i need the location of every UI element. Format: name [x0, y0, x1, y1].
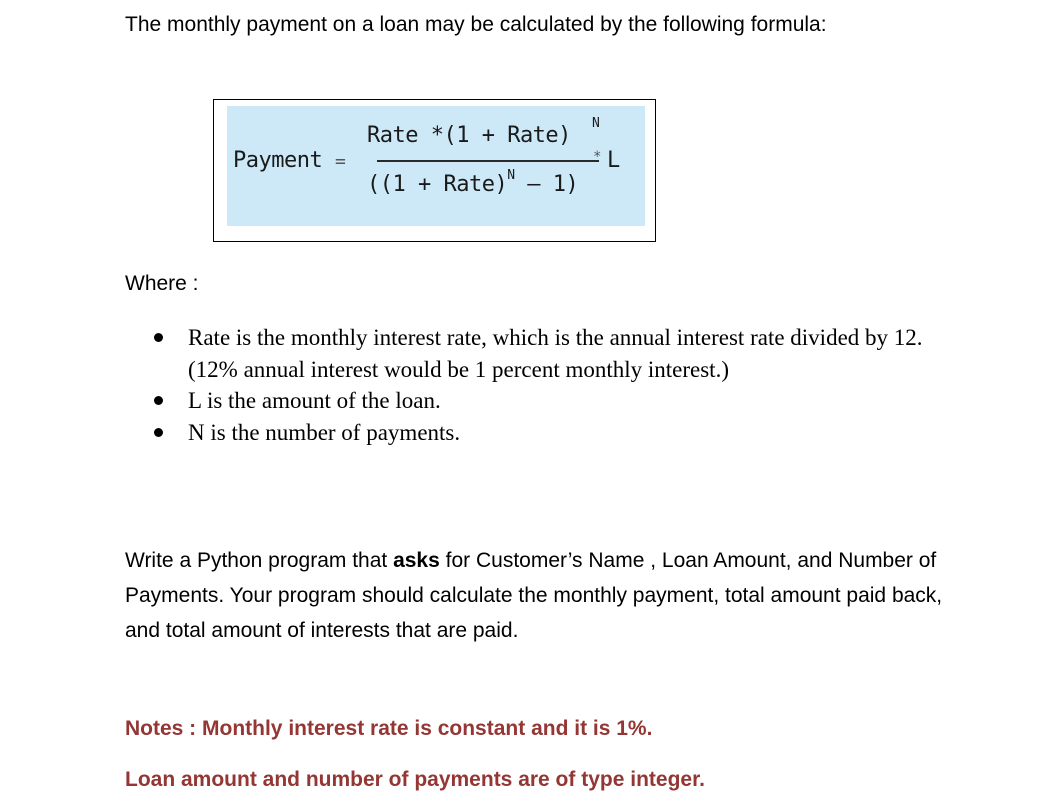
formula-times: * [593, 149, 602, 165]
bullet-icon [154, 396, 163, 405]
formula-numerator: Rate *(1 + Rate) [367, 123, 571, 148]
note-interest-rate: Notes : Monthly interest rate is constant and it is 1%. [125, 717, 653, 740]
list-item-text: L is the amount of the loan. [188, 388, 441, 413]
list-item-text: Rate is the monthly interest rate, which is the annual interest rate divided by 12. (12% annual interest would be 1 percent monthly interest.) [188, 325, 923, 382]
note-data-types: Loan amount and number of payments are of type integer. [125, 768, 705, 791]
fraction-bar [377, 160, 599, 162]
task-text-start: Write a Python program that [125, 549, 394, 572]
formula-denominator-tail: – 1) [514, 172, 579, 197]
intro-paragraph: The monthly payment on a loan may be calculated by the following formula: [125, 13, 827, 36]
formula-denominator [367, 168, 579, 197]
task-bold-word: asks [393, 549, 440, 572]
task-text-end: for Customer’s Name , Loan Amount, and Number of Payments. Your program should calculate the monthly payment, total amount paid back, and total amount of interests that are paid. [125, 549, 943, 642]
formula-lhs: Payment [233, 148, 323, 173]
where-label: Where : [125, 272, 199, 295]
formula-denominator-base: ((1 + Rate) [367, 172, 508, 197]
list-item-text: N is the number of payments. [188, 419, 461, 445]
list-item [150, 322, 948, 385]
formula-equals: = [335, 151, 346, 172]
list-item [150, 417, 948, 449]
formula-image [227, 106, 645, 226]
task-paragraph [125, 543, 955, 648]
formula-box [213, 99, 656, 242]
formula-multiplier: L [607, 148, 620, 173]
definitions-list [150, 322, 948, 448]
list-item [150, 385, 948, 417]
bullet-icon [154, 428, 163, 437]
bullet-icon [154, 333, 163, 342]
formula-numerator-exponent: N [592, 116, 600, 131]
formula-denominator-exponent: N [507, 168, 515, 183]
